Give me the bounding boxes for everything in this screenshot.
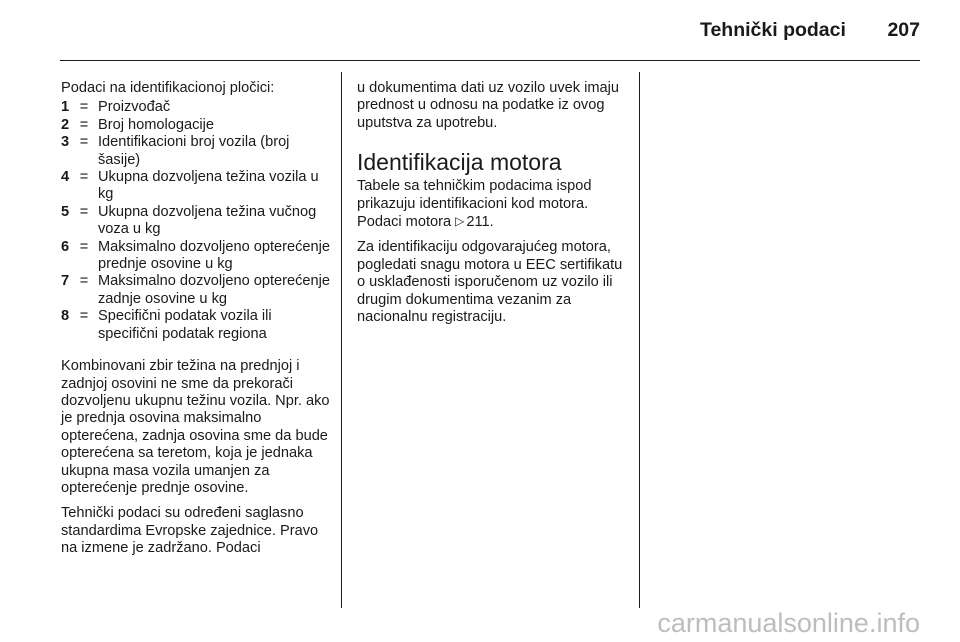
list-item-text: Maksimalno dozvoljeno opterećenje prednje osovine u kg bbox=[98, 238, 331, 273]
list-item-text: Identifikacioni broj vozila (broj šasije) bbox=[98, 134, 290, 168]
page-number: 207 bbox=[887, 19, 920, 41]
list-item bbox=[61, 99, 333, 116]
standards-paragraph: Tehnički podaci su određeni saglasno standardima Evropske zajednice. Pravo na izmene je zadržano. Podaci bbox=[61, 505, 319, 557]
list-item-number: 7 bbox=[61, 273, 70, 290]
page-header-title: Tehnički podaci bbox=[700, 19, 846, 41]
list-item bbox=[61, 239, 333, 274]
list-item bbox=[61, 169, 333, 204]
column-2 bbox=[357, 80, 629, 334]
column-1 bbox=[61, 80, 333, 566]
list-item-number: 2 bbox=[61, 116, 70, 133]
list-item-number: 1 bbox=[61, 99, 70, 116]
column-divider-left bbox=[341, 72, 342, 608]
list-item-equals: = bbox=[79, 116, 89, 133]
page-reference-icon: ▷ bbox=[455, 214, 465, 229]
list-item bbox=[61, 308, 333, 343]
list-item-equals: = bbox=[79, 203, 89, 220]
list-item-text: Maksimalno dozvoljeno opterećenje zadnje osovine u kg bbox=[98, 273, 331, 307]
list-item-text: Broj homologacije bbox=[98, 116, 215, 133]
list-item bbox=[61, 204, 333, 239]
watermark: carmanualsonline.info bbox=[657, 608, 920, 638]
continued-paragraph: u dokumentima dati uz vozilo uvek imaju prednost u odnosu na podatke iz ovog uputstva za upotrebu. bbox=[357, 80, 620, 131]
list-item-number: 8 bbox=[61, 308, 70, 325]
plate-field-list bbox=[61, 99, 333, 343]
list-item-text: Specifični podatak vozila ili specifični podatak regiona bbox=[98, 308, 272, 342]
list-item-equals: = bbox=[79, 99, 89, 116]
list-item-number: 5 bbox=[61, 203, 70, 220]
list-item-equals: = bbox=[79, 238, 89, 255]
list-item-number: 6 bbox=[61, 238, 70, 255]
list-item-text: Ukupna dozvoljena težina vučnog voza u kg bbox=[98, 203, 317, 238]
column-divider-right bbox=[639, 72, 640, 608]
engine-id-text: Tabele sa tehničkim podacima ispod prikazuju identifikacioni kod motora. Podaci motora bbox=[357, 178, 592, 231]
list-item bbox=[61, 117, 333, 134]
list-item-equals: = bbox=[79, 273, 89, 290]
list-item-text: Proizvođač bbox=[98, 99, 171, 116]
list-item-number: 3 bbox=[61, 134, 70, 151]
engine-id-paragraph bbox=[357, 178, 629, 231]
list-item bbox=[61, 134, 333, 169]
list-item-text: Ukupna dozvoljena težina vozila u kg bbox=[98, 169, 319, 203]
list-item-equals: = bbox=[79, 169, 89, 186]
list-item bbox=[61, 273, 333, 308]
section-title: Identifikacija motora bbox=[357, 149, 562, 176]
engine-power-paragraph: Za identifikaciju odgovarajućeg motora, pogledati snagu motora u EEC sertifikatu o usklađenosti isporučenom uz vozilo ili drugim dokumentima vezanim za nacionalnu registraciju. bbox=[357, 239, 623, 326]
plate-intro: Podaci na identifikacionoj pločici: bbox=[61, 80, 275, 96]
list-item-equals: = bbox=[79, 308, 89, 325]
list-item-number: 4 bbox=[61, 169, 70, 186]
weight-paragraph: Kombinovani zbir težina na prednjoj i zadnjoj osovini ne sme da prekorači dozvoljenu ukupnu težinu vozila. Npr. ako je prednja osovina maksimalno opterećena, zadnja osovina sme da bude opterećena sa teretom, koja je jednaka ukupna masa vozila umanjen za opterećenje prednje osovine. bbox=[61, 358, 330, 496]
list-item-equals: = bbox=[79, 134, 89, 151]
header-rule bbox=[60, 60, 920, 61]
page-reference-link[interactable]: 211. bbox=[466, 214, 494, 231]
